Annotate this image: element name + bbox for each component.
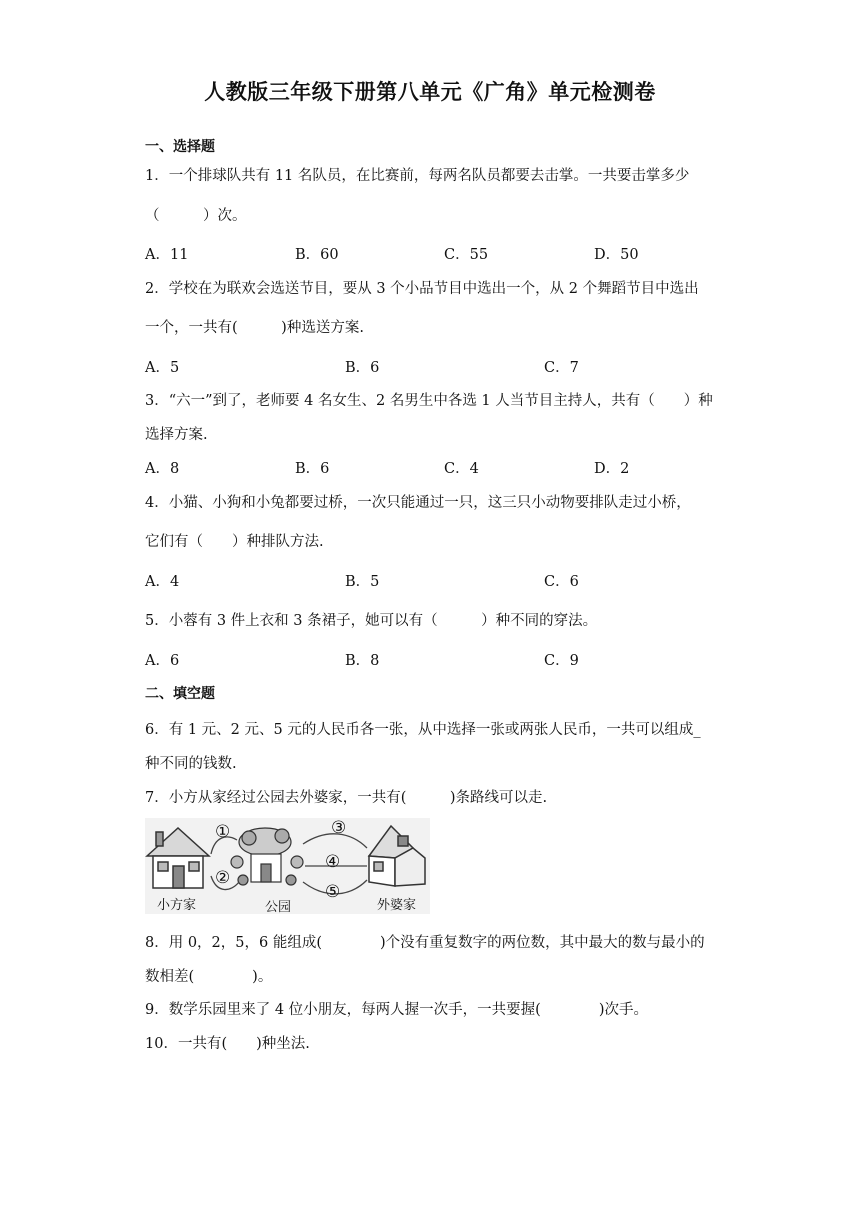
- question-1-option-a: A．11: [145, 247, 189, 263]
- question-1-text-cont: （ ）次。: [145, 208, 247, 224]
- question-3-text-cont: 选择方案.: [145, 427, 208, 443]
- question-3-text: 3．“六一”到了，老师要 4 名女生、2 名男生中各选 1 人当节目主持人，共有（ ）种: [145, 393, 713, 409]
- question-3-option-b: B．6: [295, 461, 330, 477]
- question-4-option-a: A．4: [145, 574, 180, 590]
- question-5-text: 5．小蓉有 3 件上衣和 3 条裙子，她可以有（ ）种不同的穿法。: [145, 613, 598, 629]
- question-1-option-d: D．50: [594, 247, 639, 263]
- question-2-option-b: B．6: [345, 360, 380, 376]
- question-5-option-b: B．8: [345, 653, 380, 669]
- question-9-text: 9．数学乐园里来了 4 位小朋友，每两人握一次手，一共要握( )次手。: [145, 1002, 648, 1018]
- question-3-option-c: C．4: [444, 461, 479, 477]
- question-2-text-cont: 一个，一共有( )种选送方案.: [145, 320, 364, 336]
- question-5-option-c: C．9: [544, 653, 579, 669]
- route-4-label: ④: [325, 852, 341, 872]
- question-2-option-a: A．5: [145, 360, 180, 376]
- question-10-text: 10．一共有( )种坐法.: [145, 1036, 310, 1052]
- park-label: 公园: [265, 900, 292, 915]
- route-3-label: ③: [331, 818, 347, 838]
- question-4-text-cont: 它们有（ ）种排队方法.: [145, 534, 324, 550]
- question-4-option-c: C．6: [544, 574, 579, 590]
- route-diagram: [145, 818, 430, 914]
- question-1-option-c: C．55: [444, 247, 489, 263]
- question-8-text: 8．用 0，2，5，6 能组成( )个没有重复数字的两位数，其中最大的数与最小的: [145, 935, 705, 951]
- question-6-text: 6．有 1 元、2 元、5 元的人民币各一张，从中选择一张或两张人民币，一共可以组成_: [145, 722, 701, 738]
- grandma-label: 外婆家: [377, 898, 417, 913]
- question-2-option-c: C．7: [544, 360, 579, 376]
- question-1-option-b: B．60: [295, 247, 339, 263]
- question-1-text: 1．一个排球队共有 11 名队员，在比赛前，每两名队员都要去击掌。一共要击掌多少: [145, 168, 690, 184]
- question-4-option-b: B．5: [345, 574, 380, 590]
- section-heading-choice: 一、选择题: [145, 139, 215, 155]
- question-3-option-d: D．2: [594, 461, 630, 477]
- section-heading-fill: 二、填空题: [145, 686, 215, 702]
- question-5-option-a: A．6: [145, 653, 180, 669]
- route-5-label: ⑤: [325, 882, 341, 902]
- question-3-option-a: A．8: [145, 461, 180, 477]
- question-6-text-cont: 种不同的钱数.: [145, 756, 237, 772]
- route-1-label: ①: [215, 822, 231, 842]
- question-8-text-cont: 数相差( )。: [145, 969, 273, 985]
- route-2-label: ②: [215, 868, 231, 888]
- question-2-text: 2．学校在为联欢会选送节目，要从 3 个小品节目中选出一个，从 2 个舞蹈节目中选出: [145, 281, 699, 297]
- question-4-text: 4．小猫、小狗和小兔都要过桥，一次只能通过一只，这三只小动物要排队走过小桥，: [145, 495, 691, 511]
- question-7-text: 7．小方从家经过公园去外婆家，一共有( )条路线可以走.: [145, 790, 548, 806]
- home-label: 小方家: [157, 898, 197, 913]
- page-title: 人教版三年级下册第八单元《广角》单元检测卷: [204, 80, 656, 104]
